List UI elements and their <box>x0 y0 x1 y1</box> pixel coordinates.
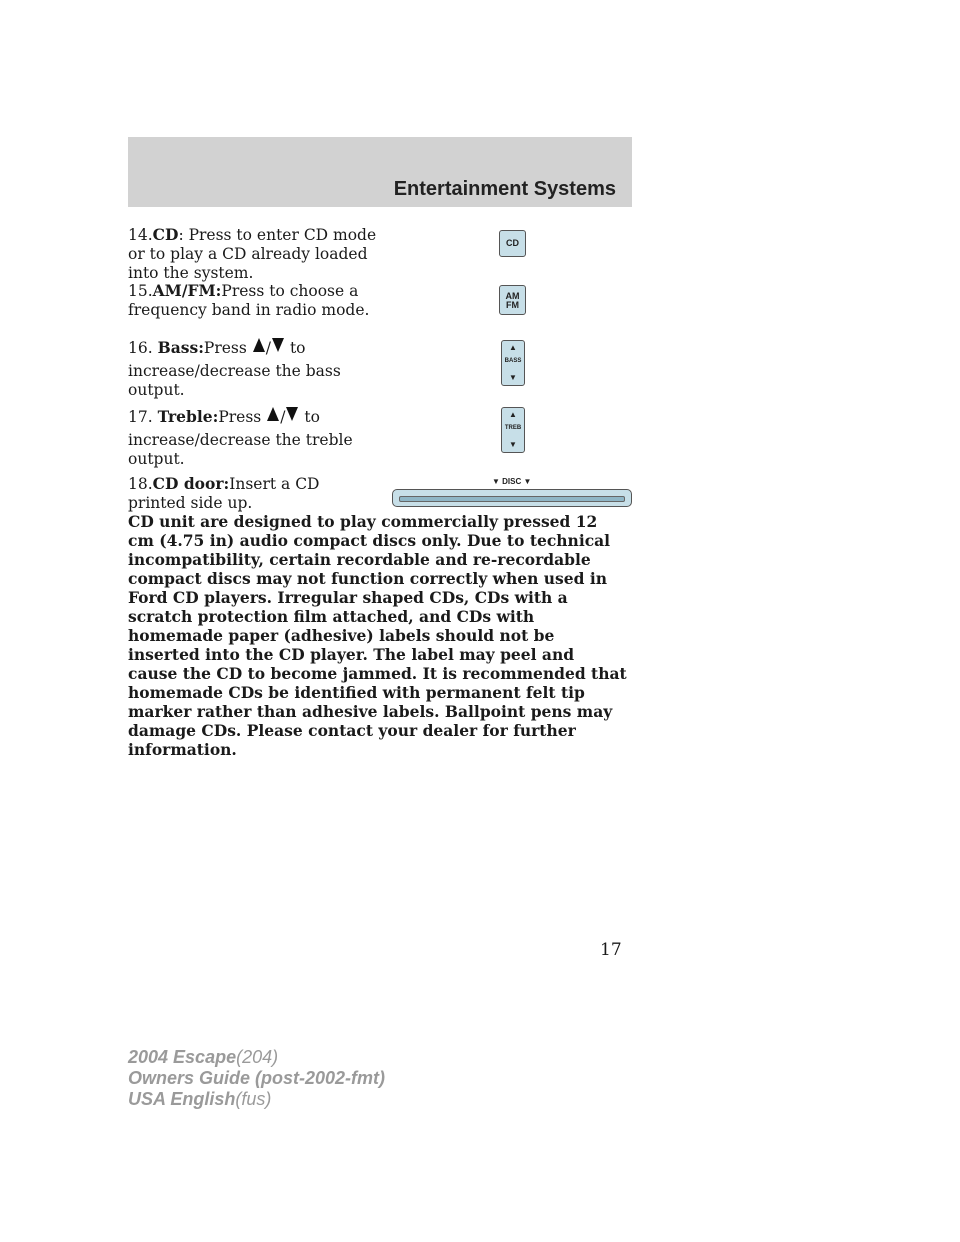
footer-language: USA English <box>128 1089 236 1109</box>
footer-model: 2004 Escape <box>128 1047 237 1067</box>
rocker-down-icon: ▼ <box>509 373 517 382</box>
amfm-label-fm: FM <box>506 300 519 310</box>
cd-warning-paragraph: CD unit are designed to play commercially pressed 12 cm (4.75 in) audio compact discs only. Due to technical incompatibility, certain recordable and re-recordable compact discs may not function correctly when used in Ford CD players. Irregular shaped CDs, CDs with a scratch protection film attached, and CDs with homemade paper (adhesive) labels should not be inserted into the CD player. The label may peel and cause the CD to become jammed. It is recommended that homemade CDs be identified with permanent felt tip marker rather than adhesive labels. Ballpoint pens may damage CDs. Please contact your dealer for further information. <box>128 512 627 759</box>
up-triangle-icon <box>252 337 266 353</box>
footer-line-3 <box>128 1089 385 1110</box>
item-number: 16. <box>128 339 153 357</box>
disc-label: ▼ DISC ▼ <box>492 477 532 486</box>
treble-label: TREB <box>504 425 522 431</box>
item-separator: / <box>280 408 286 426</box>
footer-language-code: (fus) <box>235 1089 272 1109</box>
item-number: 18. <box>128 475 153 493</box>
footer-line-1 <box>128 1047 385 1068</box>
rocker-up-icon: ▲ <box>509 410 517 419</box>
treble-rocker-icon <box>501 407 525 453</box>
item-term: Treble: <box>157 407 219 426</box>
footer-guide: Owners Guide (post-2002-fmt) <box>128 1068 386 1088</box>
item-treble <box>128 406 388 469</box>
item-description: Insert a CD printed side up. <box>128 475 320 512</box>
rocker-down-icon: ▼ <box>509 440 517 449</box>
footer <box>128 1047 385 1110</box>
item-cd <box>128 225 378 283</box>
item-description: increase/decrease the treble output. <box>128 431 353 468</box>
item-description: increase/decrease the bass output. <box>128 362 341 399</box>
up-triangle-icon <box>266 406 280 422</box>
item-number: 15. <box>128 282 153 300</box>
footer-line-2 <box>128 1068 385 1089</box>
cd-door-slot-icon <box>392 489 632 507</box>
item-description: : Press to enter CD mode or to play a CD already loaded into the system. <box>128 226 377 282</box>
amfm-button-icon <box>499 285 526 315</box>
item-term: Bass: <box>157 338 204 357</box>
amfm-label-am: AM <box>505 291 520 301</box>
item-term: CD door: <box>152 474 230 493</box>
item-bass <box>128 337 388 400</box>
section-title: Entertainment Systems <box>393 178 616 200</box>
header-band <box>128 137 632 207</box>
item-cd-door <box>128 474 373 513</box>
rocker-up-icon: ▲ <box>509 343 517 352</box>
item-separator: / <box>265 339 272 357</box>
item-to-text: to <box>304 408 320 426</box>
down-triangle-icon <box>285 406 299 422</box>
item-number: 17. <box>128 408 153 426</box>
down-triangle-icon <box>271 337 285 353</box>
bass-rocker-icon <box>501 340 525 386</box>
item-term: CD <box>152 225 179 244</box>
item-description: Press to choose a frequency band in radio mode. <box>128 282 370 319</box>
footer-model-code: (204) <box>236 1047 279 1067</box>
item-number: 14. <box>128 226 153 244</box>
item-to-text: to <box>289 339 306 357</box>
item-press-text: Press <box>218 408 262 426</box>
bass-label: BASS <box>504 358 522 364</box>
item-amfm <box>128 281 378 320</box>
item-press-text: Press <box>203 339 247 357</box>
cd-button-icon: CD <box>499 230 526 257</box>
item-term: AM/FM: <box>152 281 222 300</box>
page-number: 17 <box>600 940 622 960</box>
